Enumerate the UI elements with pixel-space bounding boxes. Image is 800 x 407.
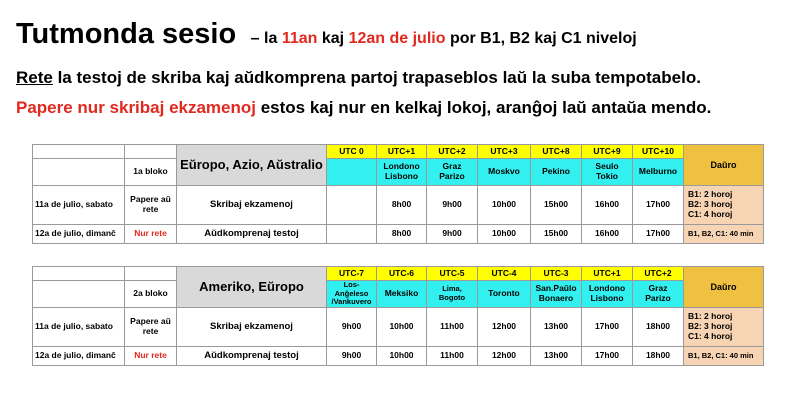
duration-line: B2: 3 horoj <box>688 199 733 210</box>
region-header: Ameriko, Eŭropo <box>177 267 327 308</box>
date-cell: 11a de julio, sabato <box>33 186 125 225</box>
duration-line: C1: 4 horoj <box>688 208 733 219</box>
date-cell: 11a de julio, sabato <box>33 308 125 347</box>
block-label: 1a bloko <box>125 159 177 186</box>
mode-cell: Nur rete <box>125 225 177 244</box>
utc-header: UTC+2 <box>633 267 684 281</box>
city-cell: Los-Anĝeleso /Vankuvero <box>327 281 377 308</box>
utc-header: UTC 0 <box>327 145 377 159</box>
online-info <box>16 68 701 88</box>
time-cell: 17h00 <box>633 186 684 225</box>
city-cell: Lima, Bogoto <box>427 281 478 308</box>
time-cell: 16h00 <box>582 225 633 244</box>
utc-header: UTC+2 <box>427 145 478 159</box>
city-cell: Graz Parizo <box>633 281 684 308</box>
duration-line: B1: 2 horoj <box>688 311 733 322</box>
time-cell: 17h00 <box>633 225 684 244</box>
time-cell: 12h00 <box>478 347 531 366</box>
time-cell: 17h00 <box>582 347 633 366</box>
time-cell: 9h00 <box>327 347 377 366</box>
title-kaj: kaj <box>321 30 345 47</box>
utc-header: UTC+3 <box>478 145 531 159</box>
empty-cell <box>125 145 177 159</box>
time-cell: 11h00 <box>427 347 478 366</box>
mode-cell: Papere aŭ rete <box>125 308 177 347</box>
date-first: 11an <box>281 30 318 47</box>
time-cell: 10h00 <box>377 347 427 366</box>
schedule-table-1 <box>32 144 764 244</box>
session-dates <box>251 30 637 47</box>
date-cell: 12a de julio, dimanĉ <box>33 225 125 244</box>
utc-header: UTC+8 <box>531 145 582 159</box>
test-cell: Skribaj ekzamenoj <box>177 308 327 347</box>
time-cell: 17h00 <box>582 308 633 347</box>
time-cell: 18h00 <box>633 347 684 366</box>
city-cell: Pekino <box>531 159 582 186</box>
empty-cell <box>33 145 125 159</box>
online-text: la testoj de skriba kaj aŭdkomprena partoj trapaseblos laŭ la suba tempotabelo. <box>52 68 701 87</box>
time-cell: 13h00 <box>531 347 582 366</box>
duration-header: Daŭro <box>684 145 764 186</box>
utc-header: UTC+1 <box>377 145 427 159</box>
online-word: Rete <box>16 68 53 87</box>
duration-header: Daŭro <box>684 267 764 308</box>
page-title: Tutmonda sesio <box>16 18 237 50</box>
duration-cell: B1, B2, C1: 40 min <box>684 347 764 366</box>
city-cell: Londono Lisbono <box>582 281 633 308</box>
schedule-table-2 <box>32 266 764 366</box>
time-cell: 11h00 <box>427 308 478 347</box>
test-cell: Skribaj ekzamenoj <box>177 186 327 225</box>
utc-header: UTC+10 <box>633 145 684 159</box>
empty-cell <box>33 267 125 281</box>
duration-cell <box>684 186 764 225</box>
duration-line: B1: 2 horoj <box>688 189 733 200</box>
table-row <box>33 308 764 347</box>
city-cell: Meksiko <box>377 281 427 308</box>
duration-line: C1: 4 horoj <box>688 330 733 341</box>
mode-cell: Papere aŭ rete <box>125 186 177 225</box>
time-cell: 15h00 <box>531 225 582 244</box>
title-dash: – la <box>250 30 278 47</box>
paper-highlight: Papere nur skribaj ekzamenoj <box>16 98 256 117</box>
city-cell: Toronto <box>478 281 531 308</box>
time-cell: 10h00 <box>478 225 531 244</box>
utc-header: UTC-5 <box>427 267 478 281</box>
time-cell: 8h00 <box>377 186 427 225</box>
city-cell <box>327 159 377 186</box>
empty-cell <box>125 267 177 281</box>
date-second: 12an de julio <box>348 30 446 47</box>
city-cell: Graz Parizo <box>427 159 478 186</box>
time-cell: 15h00 <box>531 186 582 225</box>
paper-text: estos kaj nur en kelkaj lokoj, aranĝoj laŭ antaŭa mendo. <box>256 98 712 117</box>
test-cell: Aŭdkomprenaj testoj <box>177 225 327 244</box>
utc-header: UTC-3 <box>531 267 582 281</box>
empty-cell <box>33 281 125 308</box>
duration-line: B2: 3 horoj <box>688 321 733 332</box>
time-cell: 10h00 <box>377 308 427 347</box>
utc-header: UTC+9 <box>582 145 633 159</box>
paper-info <box>16 98 711 118</box>
empty-cell <box>33 159 125 186</box>
city-cell: Moskvo <box>478 159 531 186</box>
utc-header: UTC-7 <box>327 267 377 281</box>
city-cell: Seulo Tokio <box>582 159 633 186</box>
utc-header: UTC-6 <box>377 267 427 281</box>
time-cell: 16h00 <box>582 186 633 225</box>
time-cell: 18h00 <box>633 308 684 347</box>
table-row <box>33 225 764 244</box>
city-cell: San.Paŭlo Bonaero <box>531 281 582 308</box>
table-row <box>33 347 764 366</box>
time-cell <box>327 186 377 225</box>
city-cell: Londono Lisbono <box>377 159 427 186</box>
title-levels: por B1, B2 kaj C1 niveloj <box>449 30 637 47</box>
time-cell: 8h00 <box>377 225 427 244</box>
time-cell: 12h00 <box>478 308 531 347</box>
time-cell: 9h00 <box>427 225 478 244</box>
time-cell <box>327 225 377 244</box>
mode-cell: Nur rete <box>125 347 177 366</box>
utc-header: UTC+1 <box>582 267 633 281</box>
time-cell: 9h00 <box>427 186 478 225</box>
block-label: 2a bloko <box>125 281 177 308</box>
duration-cell <box>684 308 764 347</box>
time-cell: 9h00 <box>327 308 377 347</box>
duration-cell: B1, B2, C1: 40 min <box>684 225 764 244</box>
test-cell: Aŭdkomprenaj testoj <box>177 347 327 366</box>
date-cell: 12a de julio, dimanĉ <box>33 347 125 366</box>
table-row <box>33 186 764 225</box>
utc-header: UTC-4 <box>478 267 531 281</box>
region-header: Eŭropo, Azio, Aŭstralio <box>177 145 327 186</box>
time-cell: 13h00 <box>531 308 582 347</box>
page-title-line <box>16 18 637 51</box>
city-cell: Melburno <box>633 159 684 186</box>
time-cell: 10h00 <box>478 186 531 225</box>
